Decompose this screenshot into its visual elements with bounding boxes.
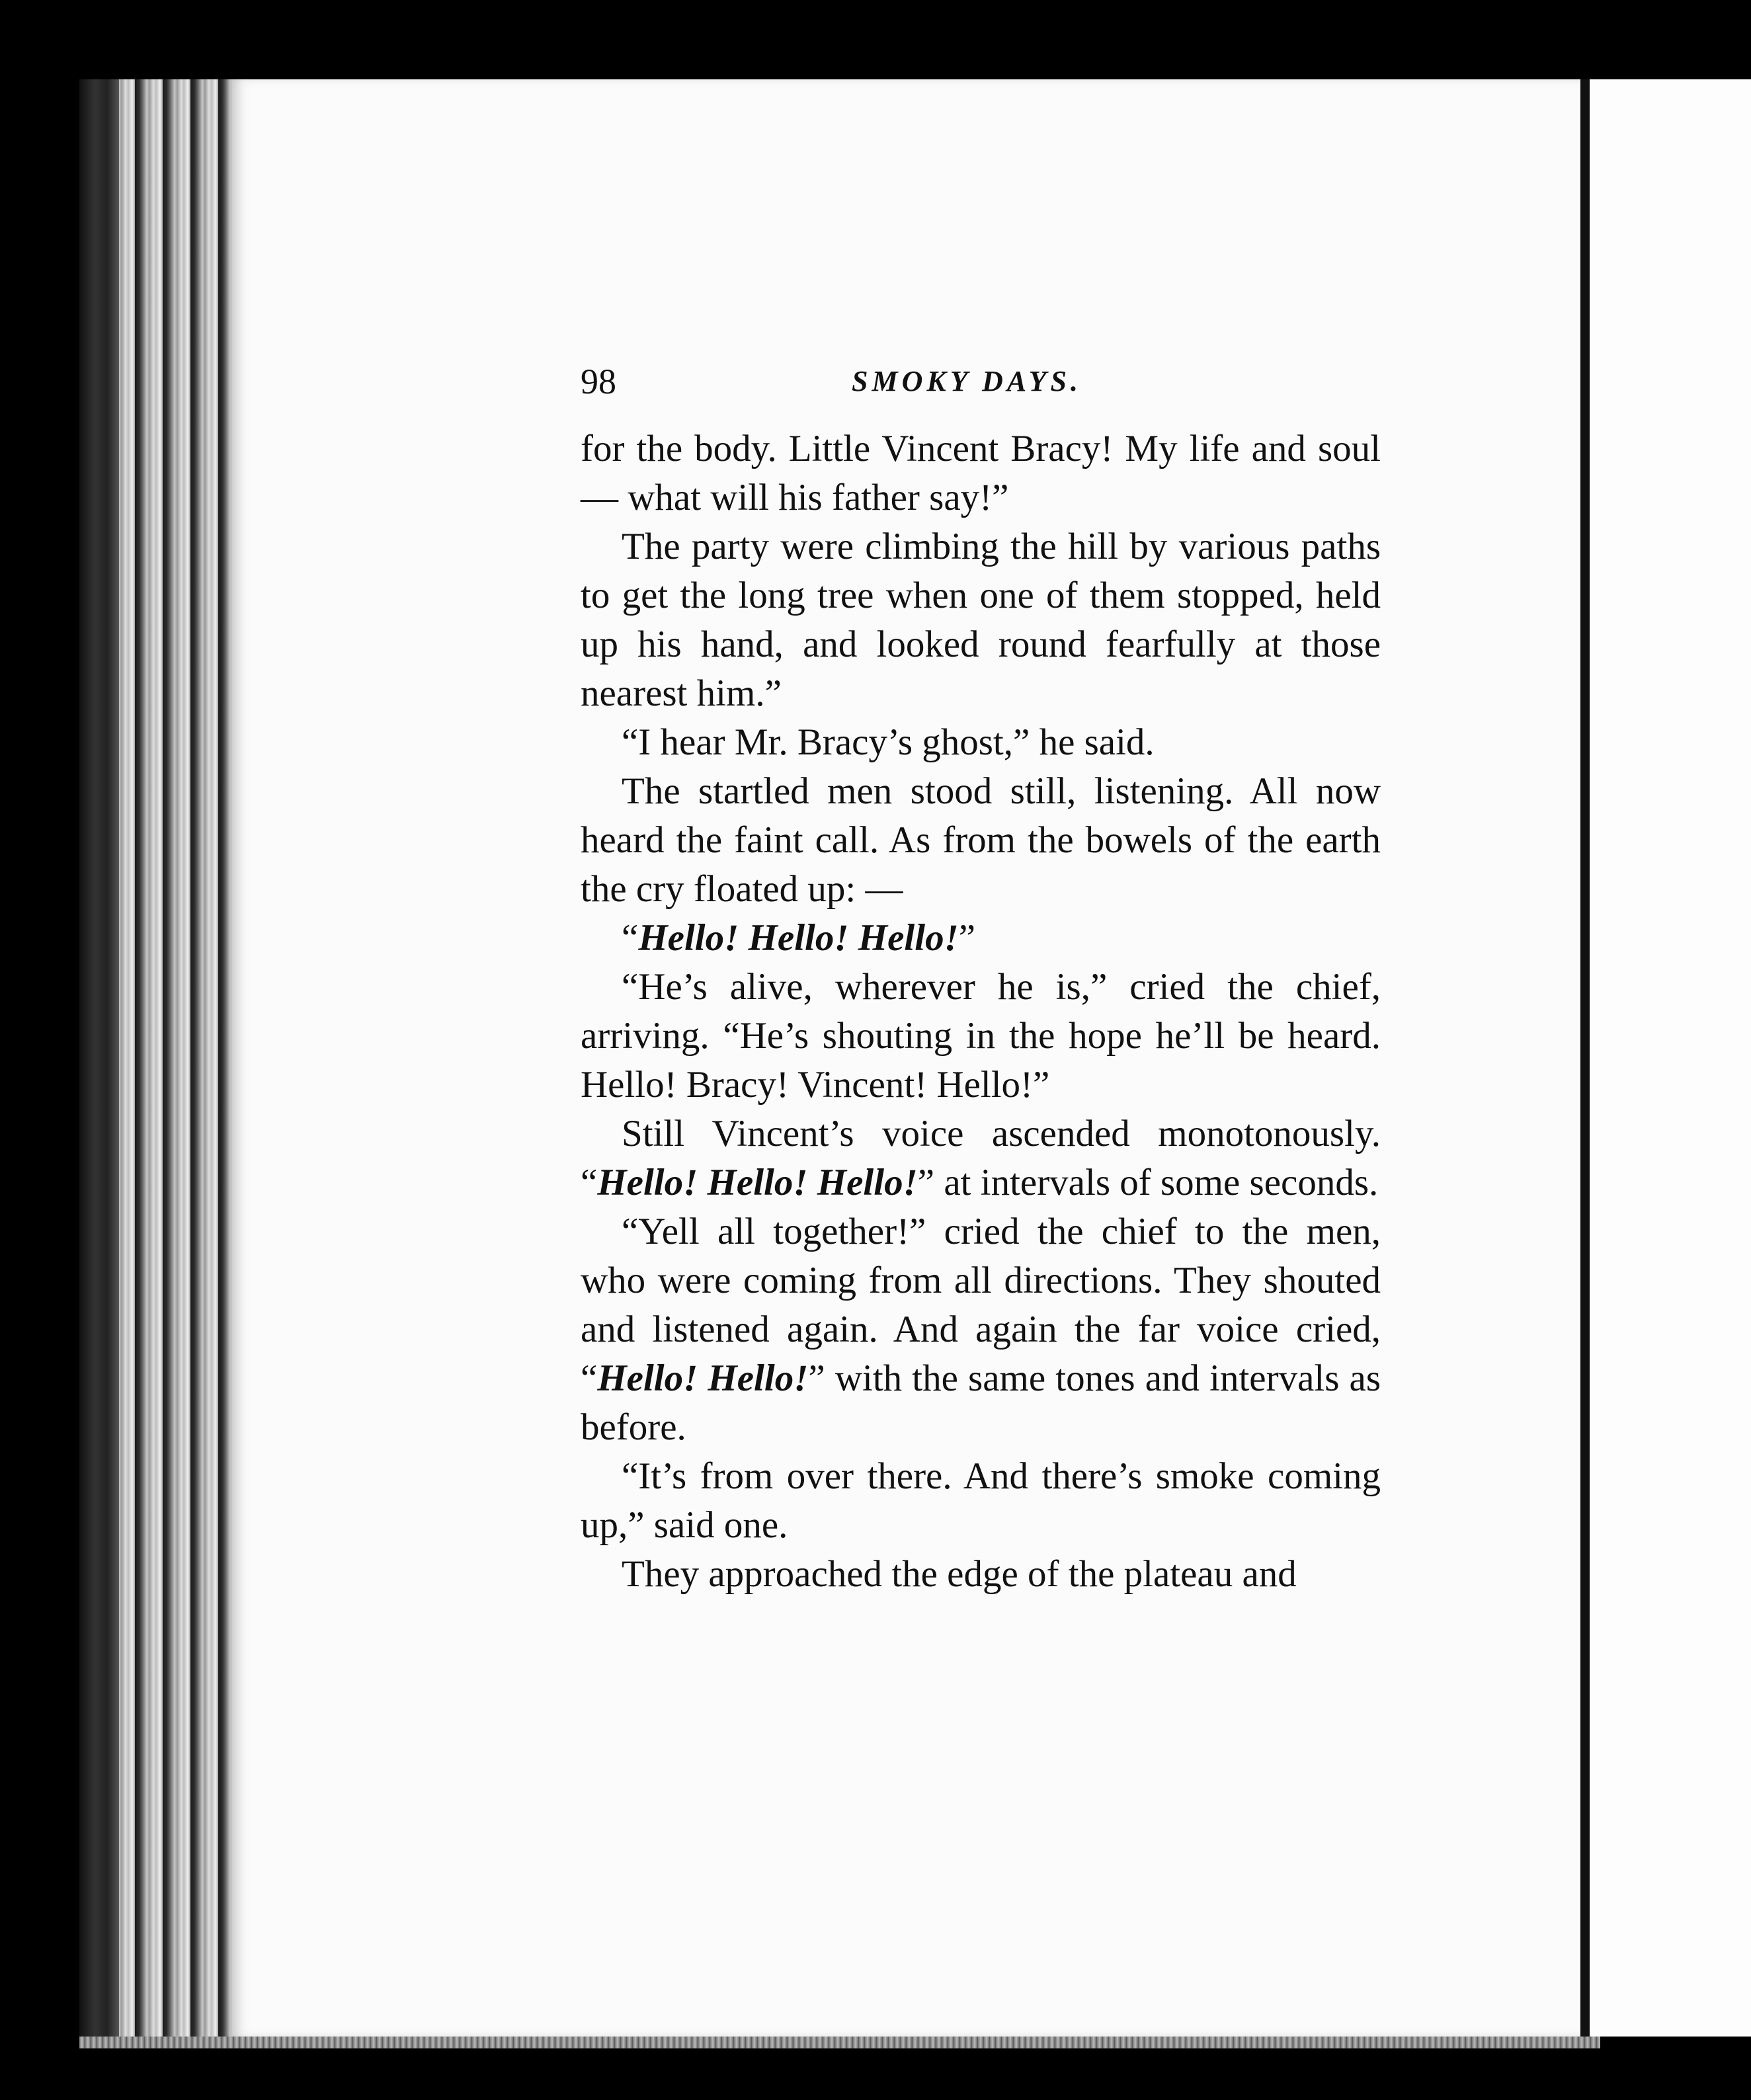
italic-call: Hello! Hello! Hello! [597, 1162, 918, 1203]
book-spine [79, 79, 119, 2037]
paragraph: “It’s from over there. And there’s smoke coming up,” said one. [581, 1455, 1381, 1546]
paragraph: “He’s alive, wherever he is,” cried the chief, arriving. “He’s shouting in the hope he’ll be heard. Hello! Bracy! Vincent! Hello!” [581, 966, 1381, 1106]
quote-open: “ [581, 1162, 598, 1203]
italic-call: Hello! Hello! [597, 1357, 809, 1399]
paragraph [581, 1110, 1381, 1207]
paragraph-text: ” with the same tones and intervals as before. [581, 1357, 1381, 1448]
paragraph [581, 914, 1381, 963]
page-number: 98 [581, 362, 616, 401]
running-head [581, 357, 1381, 403]
paragraph: They approached the edge of the plateau and [622, 1553, 1297, 1595]
facing-page-edge [1590, 79, 1751, 2037]
page-bottom-edge [79, 2037, 1600, 2048]
paragraph-text: Still Vincent’s voice ascended monotonously. [622, 1113, 1381, 1154]
quote-open: “ [581, 1357, 598, 1399]
running-title: SMOKY DAYS. [852, 365, 1082, 397]
paragraph [581, 1207, 1381, 1452]
paragraph-text: ” at intervals of some seconds. [917, 1162, 1379, 1203]
paragraph: “I hear Mr. Bracy’s ghost,” he said. [622, 721, 1155, 763]
paragraph-text: “Yell all together!” cried the chief to the men, who were coming from all directions. They shouted and listened again. And again the far voice cried, [581, 1211, 1381, 1350]
quote-open: “ [622, 917, 639, 959]
paragraph: for the body. Little Vincent Bracy! My life and soul — what will his father say!” [581, 428, 1381, 518]
text-block [581, 357, 1381, 1599]
paragraph: The startled men stood still, listening. All now heard the faint call. As from the bowels of the earth the cry floated up: — [581, 770, 1381, 910]
quote-close: ” [958, 917, 976, 959]
paragraph: The party were climbing the hill by various paths to get the long tree when one of them stopped, held up his hand, and looked round fearfully at those nearest him.” [581, 526, 1381, 714]
italic-call: Hello! Hello! Hello! [638, 917, 959, 959]
gutter-line [1580, 79, 1590, 2037]
